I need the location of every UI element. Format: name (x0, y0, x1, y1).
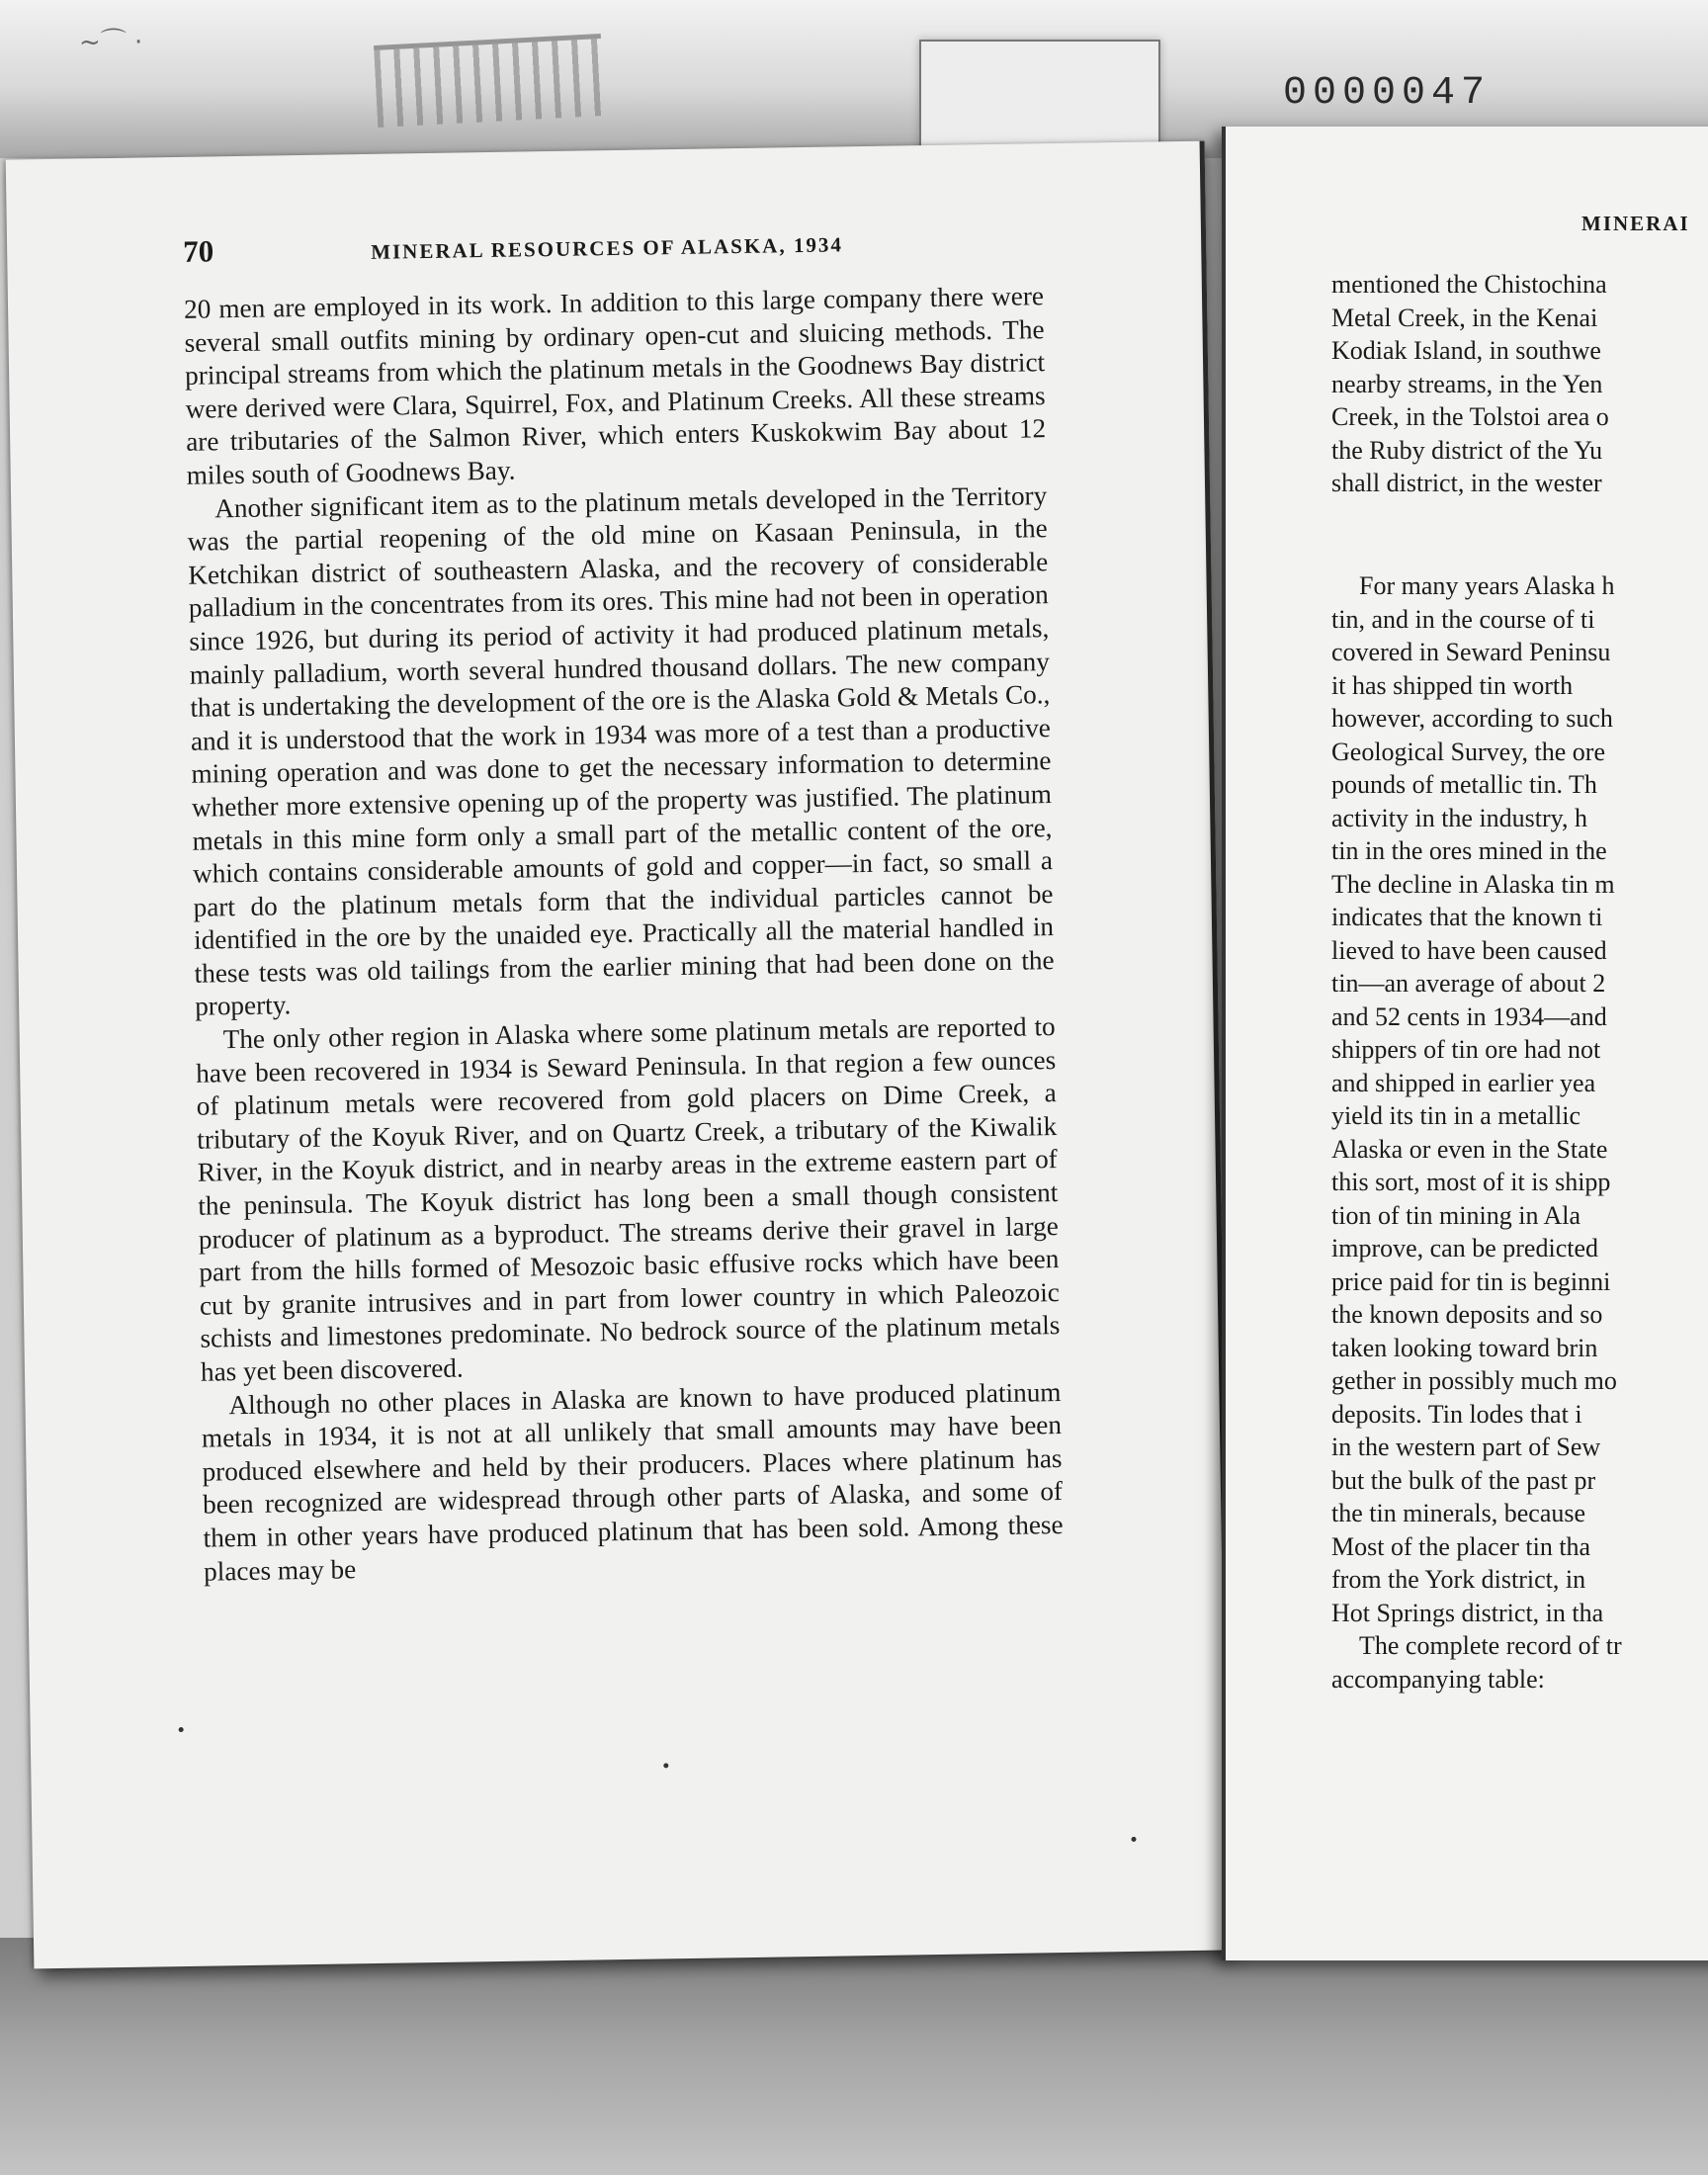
right-text-line: accompanying table: (1331, 1664, 1545, 1694)
paragraph-4: Although no other places in Alaska are known to have produced platinum metals in 1934, it is not at all unlikely that small amounts may have been produced elsewhere and held by their producers. Places where platinum has been recognized are widespread through other parts of Alaska, and some of them in other years have produced platinum that has been sold. Among these places may be (201, 1376, 1064, 1587)
faded-stamp-mark (374, 34, 605, 128)
right-text-line: the known deposits and so (1331, 1300, 1603, 1329)
right-text-line: The complete record of tr (1359, 1631, 1622, 1660)
right-text-line: Metal Creek, in the Kenai (1331, 303, 1598, 332)
speck-mark (1131, 1837, 1136, 1842)
left-page (6, 141, 1234, 1969)
right-text-line: from the York district, in (1331, 1565, 1586, 1594)
right-text-line: however, according to such (1331, 704, 1613, 733)
scan-bottom-shadow (0, 1938, 1708, 2175)
right-text-line: yield its tin in a metallic (1331, 1101, 1581, 1130)
right-text-line: Alaska or even in the State (1331, 1134, 1608, 1164)
right-text-line: For many years Alaska h (1359, 571, 1615, 600)
right-text-line: tin, and in the course of ti (1331, 604, 1595, 634)
right-text-line: tin in the ores mined in the (1331, 836, 1607, 865)
right-text-line: and 52 cents in 1934—and (1331, 1001, 1607, 1031)
right-text-line: nearby streams, in the Yen (1331, 369, 1603, 398)
right-text-line: taken looking toward brin (1331, 1333, 1598, 1362)
right-text-line: lieved to have been caused (1331, 935, 1607, 965)
handwritten-mark: ~⌒ · (79, 28, 143, 57)
right-text-line: tion of tin mining in Ala (1331, 1200, 1581, 1230)
right-text-line: tin—an average of about 2 (1331, 969, 1606, 998)
right-text-line: improve, can be predicted (1331, 1234, 1598, 1262)
right-text-line: this sort, most of it is shipp (1331, 1168, 1611, 1196)
right-text-line: deposits. Tin lodes that i (1331, 1399, 1582, 1429)
right-text-line: shippers of tin ore had not (1331, 1035, 1601, 1064)
speck-mark (663, 1763, 668, 1768)
right-text-line: Geological Survey, the ore (1331, 737, 1605, 766)
right-column-bottom (1331, 569, 1708, 1696)
right-header-fragment: MINERAI (1581, 212, 1690, 235)
right-text-line: but the bulk of the past pr (1331, 1465, 1596, 1495)
speck-mark (179, 1727, 184, 1732)
right-text-line: price paid for tin is beginni (1331, 1266, 1611, 1296)
right-text-line: the Ruby district of the Yu (1331, 435, 1603, 465)
right-text-line: covered in Seward Peninsu (1331, 638, 1611, 666)
right-text-line: the tin minerals, because (1331, 1499, 1586, 1527)
header-title: MINERAL RESOURCES OF ALASKA, 1934 (371, 232, 844, 264)
right-text-line: and shipped in earlier yea (1331, 1068, 1596, 1097)
right-text-line: The decline in Alaska tin m (1331, 869, 1615, 899)
right-text-line: Kodiak Island, in southwe (1331, 336, 1601, 365)
paragraph-2: Another significant item as to the platinum metals developed in the Territory was the partial reopening of the old mine on Kasaan Peninsula, in the Ketchikan district of southeastern Alaska, and the recovery of considerable palladium in the concentrates from its ores. This mine had not been in operation since 1926, but during its period of activity it had produced platinum metals, mainly palladium, worth several hundred thousand dollars. The new company that is undertaking the development of the ore is the Alaska Gold & Metals Co., and it is understood that the work in 1934 was more of a test than a productive mining operation and was done to get the necessary information to determine whether more extensive opening up of the property was justified. The platinum metals in this mine form only a small part of the metallic content of the ore, which contains considerable amounts of gold and copper—in fact, so small a part do the platinum metals form that the individual particles cannot be identified in the ore by the unaided eye. Practically all the material handled in these tests was old tailings from the earlier mining that had been done on the property. (187, 479, 1055, 1022)
right-text-line: in the western part of Sew (1331, 1433, 1601, 1461)
right-text-line: indicates that the known ti (1331, 903, 1603, 931)
control-number: 0000047 (1283, 71, 1492, 116)
right-text-line: pounds of metallic tin. Th (1331, 770, 1597, 799)
right-text-line: shall district, in the wester (1331, 469, 1602, 497)
right-text-line: Hot Springs district, in tha (1331, 1598, 1604, 1627)
right-column-top (1331, 268, 1708, 500)
right-text-line: mentioned the Chistochina (1331, 270, 1607, 299)
right-text-line: it has shipped tin worth (1331, 670, 1574, 700)
paragraph-3: The only other region in Alaska where some platinum metals are reported to have been recovered in 1934 is Seward Peninsula. In that region a few ounces of platinum metals were recovered from gold placers on Dime Creek, a tributary of the Koyuk River, and on Quartz Creek, a tributary of the Kiwalik River, in the Koyuk district, and in nearby areas in the extreme eastern part of the peninsula. The Koyuk district has long been a small though consistent producer of platinum as a byproduct. The streams derive their gravel in large part from the hills formed of Mesozoic basic effusive rocks which have been cut by granite intrusives and in part from lower country in which Paleozoic schists and limestones predominate. No bedrock source of the platinum metals has yet been discovered. (196, 1011, 1061, 1387)
paragraph-1: 20 men are employed in its work. In addition to this large company there were several small outfits mining by ordinary open-cut and sluicing methods. The principal streams from which the platinum metals in the Goodnews Bay district were derived were Clara, Squirrel, Fox, and Platinum Creeks. All these streams are tributaries of the Salmon River, which enters Kuskokwim Bay about 12 miles south of Goodnews Bay. (183, 281, 1047, 490)
right-page (1222, 127, 1708, 1960)
right-text-line: activity in the industry, h (1331, 803, 1587, 832)
running-head (183, 220, 1082, 270)
page-number: 70 (182, 233, 214, 269)
right-text-line: gether in possibly much mo (1331, 1366, 1617, 1395)
left-page-body (184, 280, 1064, 1589)
right-text-line: Creek, in the Tolstoi area o (1331, 402, 1609, 431)
right-text-line: Most of the placer tin tha (1331, 1531, 1591, 1561)
